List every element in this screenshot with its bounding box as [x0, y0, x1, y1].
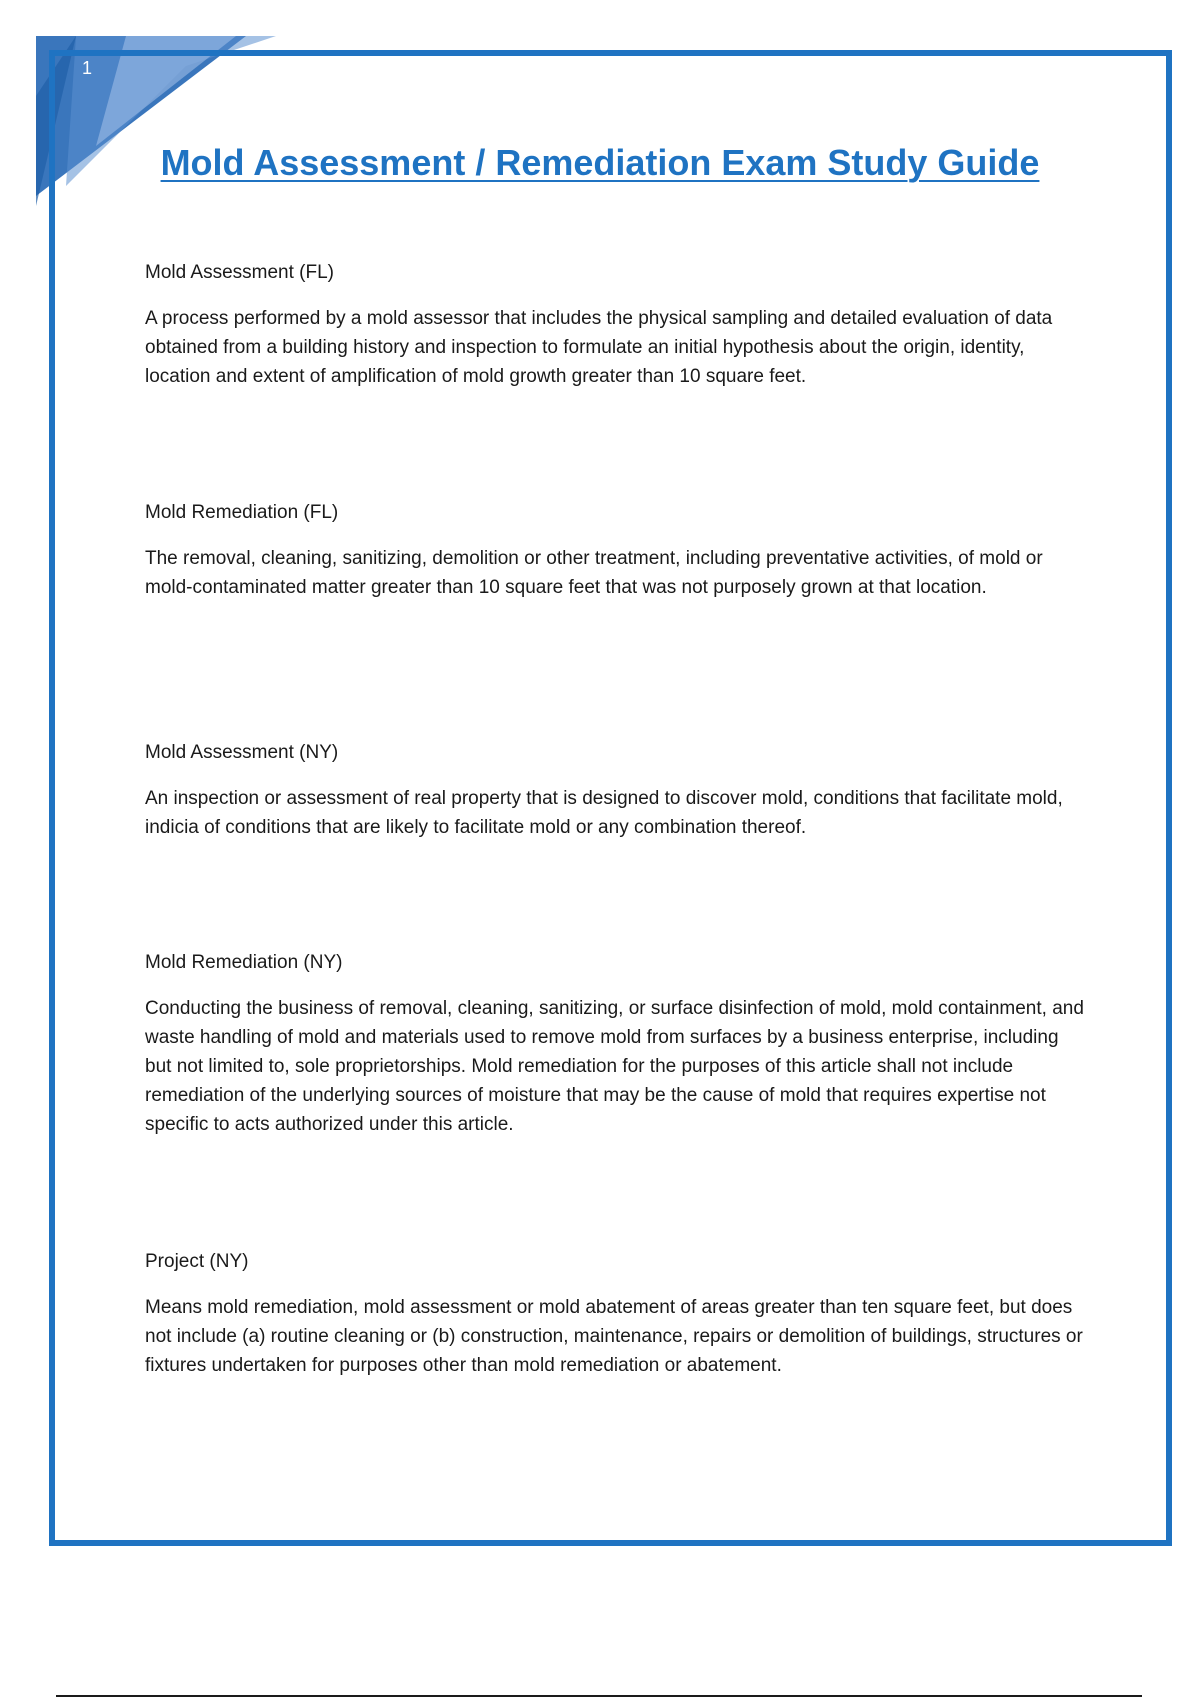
page-title: Mold Assessment / Remediation Exam Study Guide	[160, 142, 1040, 183]
definition-entry	[145, 742, 1085, 842]
definition-entry	[145, 1251, 1085, 1380]
definition-entry	[145, 952, 1085, 1139]
definition-entry	[145, 502, 1085, 602]
footer-rule	[56, 1695, 1142, 1697]
definition-term: Mold Remediation (FL)	[145, 502, 339, 523]
definition-text: An inspection or assessment of real property that is designed to discover mold, conditions that facilitate mold, indicia of conditions that are likely to facilitate mold or any combination thereof.	[145, 788, 1063, 838]
page-number: 1	[82, 58, 93, 78]
definition-term: Mold Assessment (NY)	[145, 742, 339, 763]
definition-term: Project (NY)	[145, 1251, 249, 1272]
definition-text: The removal, cleaning, sanitizing, demolition or other treatment, including preventative activities, of mold or mold-contaminated matter greater than 10 square feet that was not purposely grown at that location.	[145, 548, 1043, 598]
definition-text: Means mold remediation, mold assessment or mold abatement of areas greater than ten square feet, but does not include (a) routine cleaning or (b) construction, maintenance, repairs or demolition of buildings, structures or fixtures undertaken for purposes other than mold remediation or abatement.	[145, 1297, 1083, 1376]
definition-term: Mold Remediation (NY)	[145, 952, 343, 973]
definition-text: Conducting the business of removal, cleaning, sanitizing, or surface disinfection of mold, mold containment, and waste handling of mold and materials used to remove mold from surfaces by a business enterprise, including but not limited to, sole proprietorships. Mold remediation for the purposes of this article shall not include remediation of the underlying sources of moisture that may be the cause of mold that requires expertise not specific to acts authorized under this article.	[145, 998, 1084, 1135]
definition-entry	[145, 262, 1085, 391]
definition-term: Mold Assessment (FL)	[145, 262, 334, 283]
definition-text: A process performed by a mold assessor that includes the physical sampling and detailed evaluation of data obtained from a building history and inspection to formulate an initial hypothesis about the origin, identity, location and extent of amplification of mold growth greater than 10 square feet.	[145, 308, 1053, 387]
